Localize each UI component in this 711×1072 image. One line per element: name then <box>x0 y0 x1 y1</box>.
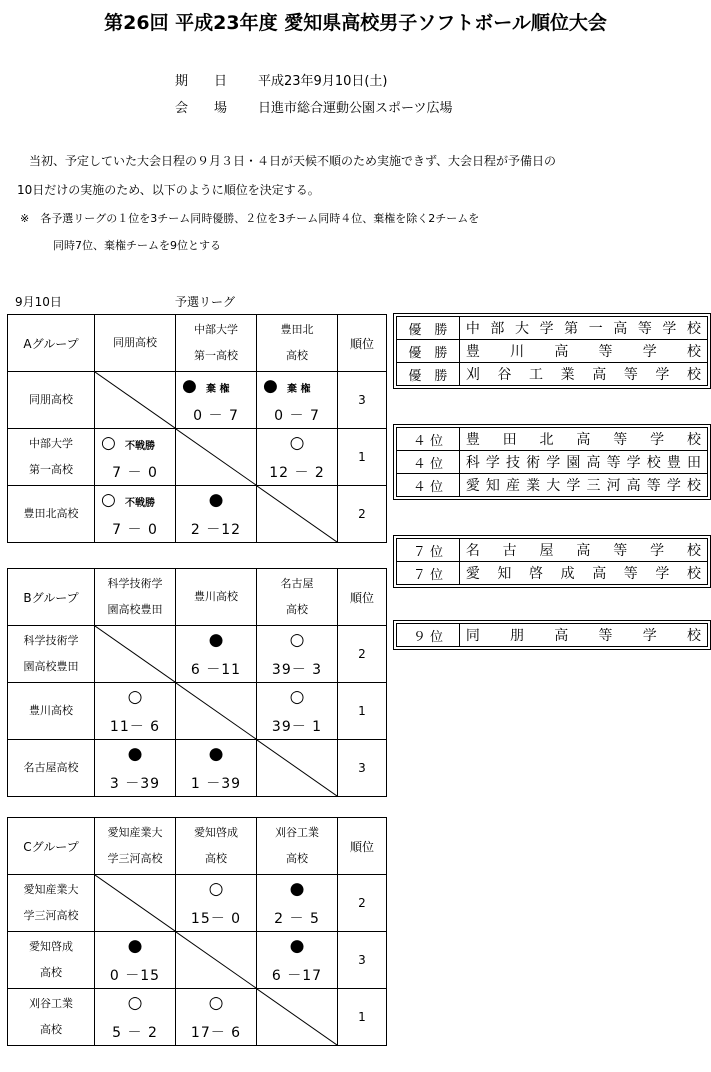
group-header-row <box>8 818 387 875</box>
match-result <box>95 989 176 1046</box>
school-name: 豊田北高等学校 <box>459 428 707 451</box>
match-result <box>176 372 257 429</box>
date-label: 期 日 <box>175 74 228 89</box>
team-name <box>8 372 95 429</box>
group-rank: 3 <box>338 740 387 797</box>
match-cell-body <box>257 429 337 485</box>
match-score: 2 － 5 <box>274 911 320 927</box>
match-cell-body <box>95 372 175 428</box>
label-line: 科学技術学 <box>107 577 163 590</box>
match-score: 39－ 1 <box>271 719 323 735</box>
result-row <box>397 624 708 647</box>
match-cell-body <box>176 429 256 485</box>
group-name: Bグループ <box>8 569 95 626</box>
final-rank: ４ 位 <box>397 428 460 451</box>
label-line: 愛知産業大 <box>107 826 163 839</box>
match-score: 2 －12 <box>190 522 242 538</box>
match-cell-body <box>95 740 175 796</box>
match-result <box>257 875 338 932</box>
result-row <box>397 317 708 340</box>
self-match <box>95 372 176 429</box>
group-rank: 2 <box>338 486 387 543</box>
label-line: 豊田北 <box>280 323 314 336</box>
loss-mark-icon: ● <box>208 744 224 764</box>
group-column-header <box>95 569 176 626</box>
match-cell-body <box>257 486 337 542</box>
label-line: 愛知啓成 <box>194 826 238 839</box>
match-score: 6 －17 <box>271 968 323 984</box>
self-match <box>176 429 257 486</box>
group-table <box>7 568 387 797</box>
match-cell-body <box>95 932 175 988</box>
group-column-header <box>176 569 257 626</box>
match-result <box>95 740 176 797</box>
match-cell-body <box>95 989 175 1045</box>
self-match <box>95 875 176 932</box>
match-cell-body <box>95 429 175 485</box>
match-score: 15－ 0 <box>190 911 242 927</box>
win-mark-icon: ○ <box>127 687 143 707</box>
result-note: 不戦勝 <box>125 498 155 509</box>
label-line: 高校 <box>286 852 308 865</box>
match-score: 0 － 7 <box>274 408 320 424</box>
team-name <box>8 429 95 486</box>
school-name: 同朋高等学校 <box>459 624 707 647</box>
result-table <box>396 316 708 386</box>
match-cell-body <box>257 875 337 931</box>
league-label: 予選リーグ <box>175 295 236 309</box>
match-result <box>257 626 338 683</box>
label-line: 第一高校 <box>29 463 73 476</box>
match-score: 7 － 0 <box>112 465 158 481</box>
result-block <box>393 535 711 588</box>
match-cell-body <box>176 486 256 542</box>
label-line: 中部大学 <box>29 437 73 450</box>
match-result <box>95 932 176 989</box>
match-score: 7 － 0 <box>112 522 158 538</box>
team-name <box>8 626 95 683</box>
label-line: 園高校豊田 <box>107 603 163 616</box>
match-cell-body <box>95 626 175 682</box>
match-cell-body <box>176 875 256 931</box>
school-name: 豊川高等学校 <box>459 340 707 363</box>
match-cell-body <box>176 740 256 796</box>
loss-mark-icon: ● <box>208 490 224 510</box>
team-name <box>8 740 95 797</box>
group-row <box>8 372 387 429</box>
match-result <box>176 740 257 797</box>
page-title: 第26回 平成23年度 愛知県高校男子ソフトボール順位大会 <box>104 12 607 34</box>
group-row <box>8 875 387 932</box>
group-row <box>8 429 387 486</box>
match-result <box>176 486 257 543</box>
paragraph-line-2: 10日だけの実施のため、以下のように順位を決定する。 <box>17 183 320 197</box>
match-result <box>257 429 338 486</box>
match-cell-body <box>176 372 256 428</box>
label-line: 第一高校 <box>194 349 238 362</box>
group-rank: 3 <box>338 932 387 989</box>
group-column-header <box>95 315 176 372</box>
group-column-header <box>257 818 338 875</box>
loss-mark-icon: ● <box>127 744 143 764</box>
win-mark-icon: ○ <box>208 879 224 899</box>
team-name <box>8 486 95 543</box>
result-block <box>393 620 711 650</box>
label-line: 園高校豊田 <box>23 660 79 673</box>
match-cell-body <box>257 683 337 739</box>
group-rank: 2 <box>338 875 387 932</box>
group-column-header <box>95 818 176 875</box>
school-name: 中部大学第一高等学校 <box>459 317 707 340</box>
label-line: 豊川高校 <box>29 704 73 717</box>
match-score: 0 － 7 <box>193 408 239 424</box>
win-mark-icon: ○ <box>289 433 305 453</box>
group-row <box>8 740 387 797</box>
group-row <box>8 989 387 1046</box>
group-column-header <box>176 315 257 372</box>
team-name <box>8 875 95 932</box>
label-line: 高校 <box>40 1023 62 1036</box>
match-result <box>257 932 338 989</box>
label-line: 高校 <box>205 852 227 865</box>
group-table <box>7 314 387 543</box>
match-cell-body <box>257 989 337 1045</box>
loss-mark-icon: ● <box>182 376 197 396</box>
label-line: 学三河高校 <box>107 852 163 865</box>
result-table <box>396 427 708 497</box>
match-score: 3 －39 <box>109 776 161 792</box>
match-score: 17－ 6 <box>190 1025 242 1041</box>
loss-mark-icon: ● <box>208 630 224 650</box>
venue-label: 会 場 <box>175 101 228 116</box>
result-row <box>397 474 708 497</box>
match-cell-body <box>176 683 256 739</box>
group-column-header <box>257 569 338 626</box>
group-rank: 3 <box>338 372 387 429</box>
note-line-1: ※ 各予選リーグの１位を3チーム同時優勝、２位を3チーム同時４位、棄権を除く2チームを <box>20 212 480 225</box>
label-line: 刈谷工業 <box>275 826 319 839</box>
diagonal-line <box>95 372 175 428</box>
group-rank: 2 <box>338 626 387 683</box>
final-rank: 優 勝 <box>397 340 460 363</box>
result-block <box>393 424 711 500</box>
diagonal-line <box>176 683 256 739</box>
match-score: 39－ 3 <box>271 662 323 678</box>
match-result <box>95 486 176 543</box>
diagonal-line <box>257 989 337 1045</box>
result-note: 不戦勝 <box>125 441 155 452</box>
win-mark-icon: ○ <box>127 993 143 1013</box>
label-line: 名古屋 <box>280 577 314 590</box>
school-name: 愛知啓成高等学校 <box>459 562 707 585</box>
match-score: 11－ 6 <box>109 719 161 735</box>
group-column-header <box>176 818 257 875</box>
group-table <box>7 817 387 1046</box>
label-line: 愛知啓成 <box>29 940 73 953</box>
win-mark-icon: ○ <box>289 687 305 707</box>
final-rank: ７ 位 <box>397 539 460 562</box>
loss-mark-icon: ● <box>289 879 305 899</box>
result-row <box>397 428 708 451</box>
result-table <box>396 623 708 647</box>
loss-mark-icon: ● <box>263 376 278 396</box>
label-line: 刈谷工業 <box>29 997 73 1010</box>
result-note: 棄 権 <box>287 384 311 395</box>
match-result <box>176 989 257 1046</box>
match-date: 9月10日 <box>15 295 62 309</box>
diagonal-line <box>95 875 175 931</box>
result-table <box>396 538 708 585</box>
match-cell-body <box>176 989 256 1045</box>
label-line: 高校 <box>40 966 62 979</box>
group-column-header <box>257 315 338 372</box>
team-name <box>8 932 95 989</box>
final-rank: ４ 位 <box>397 451 460 474</box>
self-match <box>95 626 176 683</box>
result-block <box>393 313 711 389</box>
result-row <box>397 363 708 386</box>
label-line: 同朋高校 <box>29 393 73 406</box>
group-rank: 1 <box>338 989 387 1046</box>
group-name: Cグループ <box>8 818 95 875</box>
win-mark-icon: ○ <box>101 490 116 510</box>
result-row <box>397 451 708 474</box>
label-line: 同朋高校 <box>113 336 157 349</box>
label-line: 高校 <box>286 349 308 362</box>
match-cell-body <box>176 626 256 682</box>
group-rank: 1 <box>338 683 387 740</box>
group-rank: 1 <box>338 429 387 486</box>
label-line: 科学技術学 <box>23 634 79 647</box>
self-match <box>257 486 338 543</box>
diagonal-line <box>257 486 337 542</box>
match-score: 6 －11 <box>190 662 242 678</box>
self-match <box>176 932 257 989</box>
paragraph-line-1: 当初、予定していた大会日程の９月３日・４日が天候不順のため実施できず、大会日程が予備日の <box>17 154 557 168</box>
rank-header: 順位 <box>338 569 387 626</box>
result-row <box>397 562 708 585</box>
group-row <box>8 683 387 740</box>
team-name <box>8 989 95 1046</box>
match-cell-body <box>95 486 175 542</box>
group-row <box>8 932 387 989</box>
final-rank: 優 勝 <box>397 363 460 386</box>
label-line: 豊田北高校 <box>23 507 79 520</box>
match-result <box>257 683 338 740</box>
rank-header: 順位 <box>338 818 387 875</box>
match-cell-body <box>95 683 175 739</box>
match-result <box>257 372 338 429</box>
venue-value: 日進市総合運動公園スポーツ広場 <box>258 101 453 116</box>
match-result <box>95 683 176 740</box>
self-match <box>257 989 338 1046</box>
match-cell-body <box>257 932 337 988</box>
school-name: 刈谷工業高等学校 <box>459 363 707 386</box>
final-rank: ９ 位 <box>397 624 460 647</box>
school-name: 愛知産業大学三河高等学校 <box>459 474 707 497</box>
rank-header: 順位 <box>338 315 387 372</box>
diagonal-line <box>176 429 256 485</box>
diagonal-line <box>257 740 337 796</box>
group-header-row <box>8 315 387 372</box>
match-score: 1 －39 <box>190 776 242 792</box>
diagonal-line <box>95 626 175 682</box>
note-line-2: 同時7位、棄権チームを9位とする <box>20 239 221 252</box>
group-name: Aグループ <box>8 315 95 372</box>
match-score: 0 －15 <box>109 968 161 984</box>
win-mark-icon: ○ <box>101 433 116 453</box>
match-result <box>95 429 176 486</box>
group-row <box>8 626 387 683</box>
result-row <box>397 539 708 562</box>
match-score: 12 － 2 <box>269 465 325 481</box>
group-row <box>8 486 387 543</box>
diagonal-line <box>176 932 256 988</box>
final-rank: ７ 位 <box>397 562 460 585</box>
label-line: 愛知産業大 <box>23 883 79 896</box>
match-cell-body <box>257 372 337 428</box>
self-match <box>257 740 338 797</box>
school-name: 科学技術学園高等学校豊田 <box>459 451 707 474</box>
win-mark-icon: ○ <box>208 993 224 1013</box>
match-cell-body <box>257 740 337 796</box>
match-cell-body <box>257 626 337 682</box>
school-name: 名古屋高等学校 <box>459 539 707 562</box>
loss-mark-icon: ● <box>127 936 143 956</box>
win-mark-icon: ○ <box>289 630 305 650</box>
match-score: 5 － 2 <box>112 1025 158 1041</box>
loss-mark-icon: ● <box>289 936 305 956</box>
date-value: 平成23年9月10日(土) <box>258 74 388 89</box>
label-line: 高校 <box>286 603 308 616</box>
final-rank: 優 勝 <box>397 317 460 340</box>
label-line: 中部大学 <box>194 323 238 336</box>
self-match <box>176 683 257 740</box>
match-result <box>176 626 257 683</box>
match-cell-body <box>176 932 256 988</box>
final-rank: ４ 位 <box>397 474 460 497</box>
team-name <box>8 683 95 740</box>
match-cell-body <box>95 875 175 931</box>
label-line: 豊川高校 <box>194 590 238 603</box>
label-line: 名古屋高校 <box>23 761 79 774</box>
result-note: 棄 権 <box>206 384 230 395</box>
label-line: 学三河高校 <box>23 909 79 922</box>
group-header-row <box>8 569 387 626</box>
match-result <box>176 875 257 932</box>
result-row <box>397 340 708 363</box>
